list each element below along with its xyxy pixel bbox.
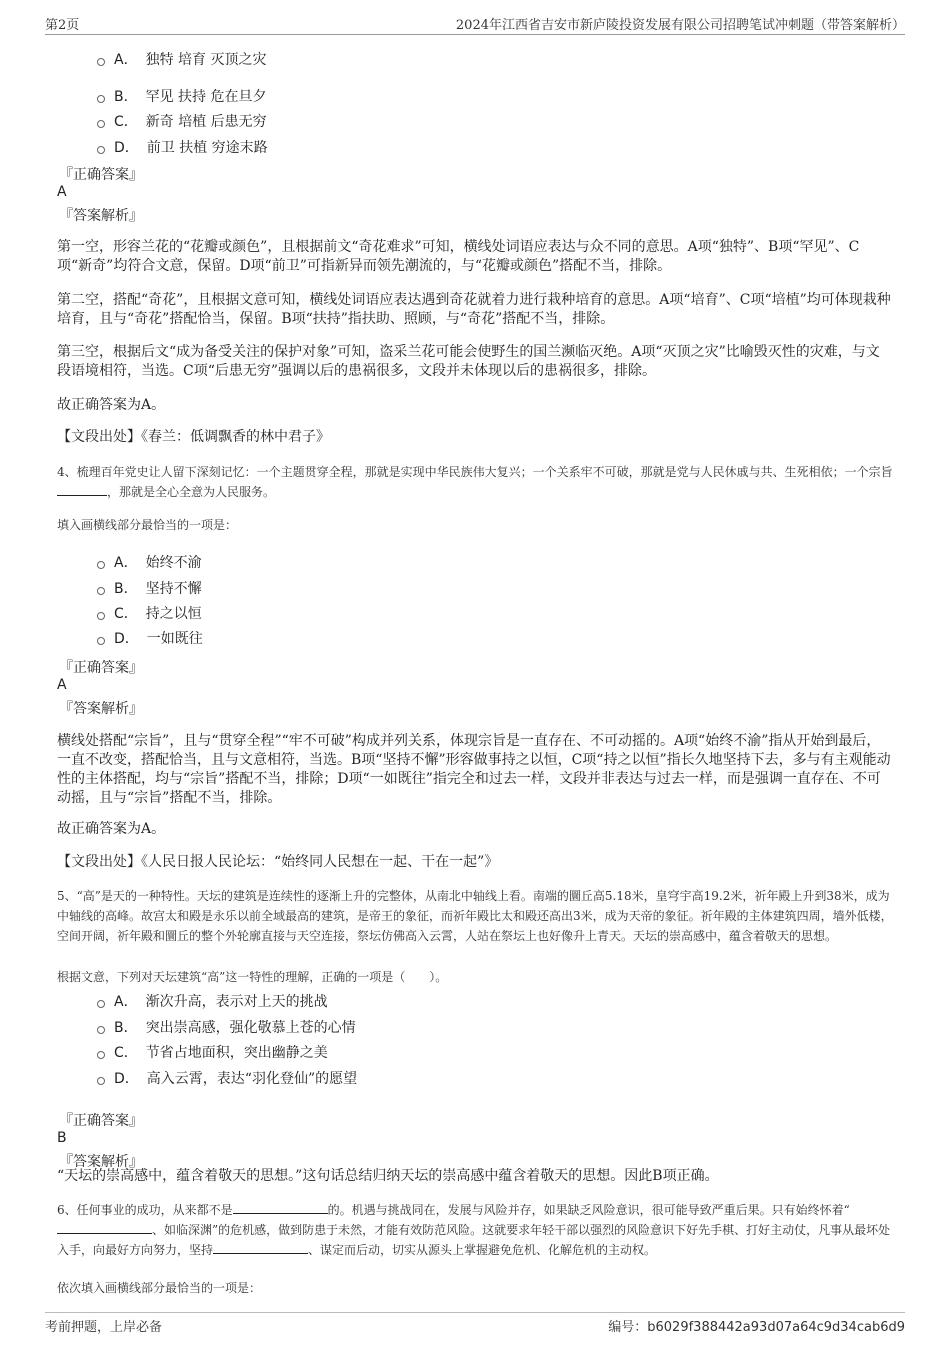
q3-source: 【文段出处】《春兰：低调飘香的林中君子》 (57, 429, 330, 445)
document-title: 2024年江西省吉安市新庐陵投资发展有限公司招聘笔试冲刺题（带答案解析） (455, 18, 905, 33)
q5-prompt: 根据文意，下列对天坛建筑“高”这一特性的理解，正确的一项是（ ）。 (57, 970, 448, 984)
q4-option-b[interactable]: B． 坚持不懈 (97, 578, 202, 598)
q5-option-a[interactable]: A． 渐次升高，表示对上天的挑战 (97, 991, 328, 1011)
q5-option-c[interactable]: C． 节省占地面积，突出幽静之美 (97, 1042, 328, 1062)
fill-blank (233, 1200, 328, 1214)
q6-prompt: 依次填入画横线部分最恰当的一项是： (57, 1281, 262, 1295)
q4-prompt: 填入画横线部分最恰当的一项是： (57, 518, 238, 532)
q3-option-c[interactable]: C． 新奇 培植 后患无穷 (97, 111, 267, 131)
q3-option-a[interactable]: A． 独特 培育 灭顶之灾 (97, 49, 266, 69)
q5-option-d[interactable]: D． 高入云霄，表达“羽化登仙”的愿望 (97, 1068, 357, 1088)
q3-analysis-paragraph: 第二空，搭配“奇花”，且根据文意可知，横线处词语应表达遇到奇花就着力进行栽种培育的意思。A项“培育”、C项“培植”均可体现栽种培育，且与“奇花”搭配恰当，保留。B项“扶持”指扶助、照顾，与“奇花”搭配不当，排除。 (57, 292, 891, 327)
radio-icon[interactable] (97, 587, 105, 595)
page-footer (45, 1312, 905, 1337)
q3-analysis-paragraph: 第一空，形容兰花的“花瓣或颜色”，且根据前文“奇花难求”可知，横线处词语应表达与众不同的意思。A项“独特”、B项“罕见”、C项“新奇”均符合文意，保留。D项“前卫”可指新异而领先潮流的，与“花瓣或颜色”搭配不当，排除。 (57, 239, 860, 274)
q4-option-a[interactable]: A． 始终不渝 (97, 552, 202, 572)
footer-motto: 考前押题，上岸必备 (45, 1320, 163, 1335)
radio-icon[interactable] (97, 612, 105, 620)
radio-icon[interactable] (97, 637, 105, 645)
radio-icon[interactable] (97, 95, 105, 103)
q4-analysis-label: 『答案解析』 (59, 701, 143, 717)
q5-answer-label: 『正确答案』 (59, 1113, 143, 1129)
page-number: 第2页 (45, 18, 80, 33)
q5-stem: 5、“高”是天的一种特性。天坛的建筑是连续性的逐渐上升的完整体，从南北中轴线上看。南端的圜丘高5.18米，皇穹宇高19.2米，祈年殿上升到38米，成为中轴线的高峰。故宫太和殿是永乐以前全域最高的建筑，是帝王的象征，而祈年殿比太和殿还高出3米，成为天帝的象征。祈年殿的主体建筑四周，墙外低楼，空间开阔，祈年殿和圜丘的整个外轮廓直接与天空连接，祭坛仿佛高入云霄，人站在祭坛上也好像升上青天。天坛的崇高感中，蕴含着敬天的思想。 (57, 889, 893, 943)
fill-blank (57, 482, 107, 496)
radio-icon[interactable] (97, 120, 105, 128)
q5-answer: B (57, 1130, 67, 1146)
q5-option-b[interactable]: B． 突出崇高感，强化敬慕上苍的心情 (97, 1017, 356, 1037)
q4-answer-label: 『正确答案』 (59, 660, 143, 676)
fill-blank (57, 1220, 152, 1234)
radio-icon[interactable] (97, 1077, 105, 1085)
radio-icon[interactable] (97, 1026, 105, 1034)
q4-conclusion: 故正确答案为A。 (57, 821, 166, 837)
q4-answer: A (57, 677, 67, 693)
q3-answer: A (57, 184, 67, 200)
q3-analysis-label: 『答案解析』 (59, 208, 143, 224)
q3-option-d[interactable]: D． 前卫 扶植 穷途末路 (97, 137, 268, 157)
q3-conclusion: 故正确答案为A。 (57, 397, 166, 413)
radio-icon[interactable] (97, 561, 105, 569)
fill-blank (213, 1240, 308, 1254)
radio-icon[interactable] (97, 58, 105, 66)
q5-analysis-paragraph: “天坛的崇高感中，蕴含着敬天的思想。”这句话总结归纳天坛的崇高感中蕴含着敬天的思想。因此B项正确。 (57, 1168, 719, 1184)
q3-option-b[interactable]: B． 罕见 扶持 危在旦夕 (97, 86, 267, 106)
q3-answer-label: 『正确答案』 (59, 167, 143, 183)
radio-icon[interactable] (97, 1051, 105, 1059)
q3-analysis-paragraph: 第三空，根据后文“成为备受关注的保护对象”可知，盗采兰花可能会使野生的国兰濒临灭绝。A项“灭顶之灾”比喻毁灭性的灾难，与文段语境相符，当选。C项“后患无穷”强调以后的患祸很多，文段并未体现以后的患祸很多，排除。 (57, 344, 880, 379)
q4-option-d[interactable]: D． 一如既往 (97, 628, 203, 648)
q4-option-c[interactable]: C． 持之以恒 (97, 603, 202, 623)
q6-stem: 6、任何事业的成功，从来都不是 的。机遇与挑战同在，发展与风险并存，如果缺乏风险意识，很可能导致严重后果。只有始终怀着“、如临深渊”的危机感，做到防患于未然，才能有效防范风险。这就要求年轻干部以强烈的风险意识下好先手棋、打好主动仗，凡事从最坏处入手，向最好方向努力，坚持 、谋定而后动，切实从源头上掌握避免危机、化解危机的主动权。 (57, 1200, 897, 1260)
q4-analysis-paragraph: 横线处搭配“宗旨”，且与“贯穿全程”“牢不可破”构成并列关系，体现宗旨是一直存在、不可动摇的。A项“始终不渝”指从开始到最后，一直不改变，搭配恰当，且与文意相符，当选。B项“坚持不懈”形容做事持之以恒，C项“持之以恒”指长久地坚持下去，多与有主观能动性的主体搭配，均与“宗旨”搭配不当，排除；D项“一如既往”指完全和过去一样，文段并非表达与过去一样，而是强调一直存在、不可动摇，且与“宗旨”搭配不当，排除。 (57, 733, 891, 806)
q5-analysis-label: 『答案解析』 (59, 1154, 143, 1170)
footer-serial: 编号：b6029f388442a93d07a64c9d34cab6d9 (608, 1320, 905, 1335)
q4-stem: 4、梳理百年党史让人留下深刻记忆：一个主题贯穿全程，那就是实现中华民族伟大复兴；一个关系牢不可破，那就是党与人民休戚与共、生死相依；一个宗旨，那就是全心全意为人民服务。 (57, 465, 893, 499)
radio-icon[interactable] (97, 146, 105, 154)
radio-icon[interactable] (97, 1000, 105, 1008)
q4-source: 【文段出处】《人民日报人民论坛：“始终同人民想在一起、干在一起”》 (57, 854, 499, 870)
